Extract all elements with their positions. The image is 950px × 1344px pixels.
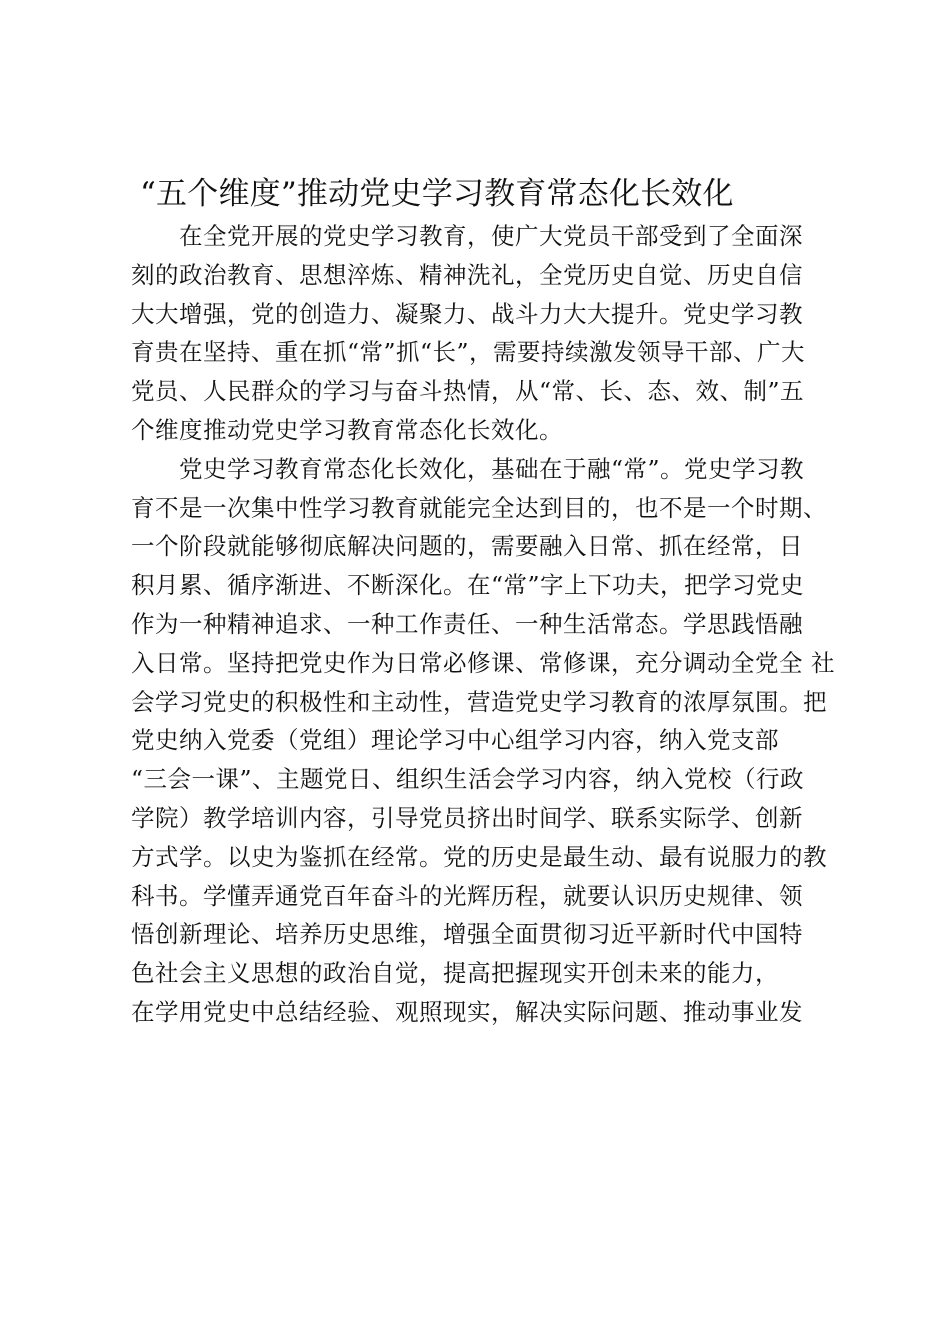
paragraph-line: 一个阶段就能够彻底解决问题的，需要融入日常、抓在经常，日 [131, 532, 803, 561]
paragraph-line: 会学习党史的积极性和主动性，营造党史学习教育的浓厚氛围。把 [131, 687, 827, 716]
paragraph-line: “三会一课”、主题党日、组织生活会学习内容，纳入党校（行政 [131, 765, 805, 794]
paragraph-line: 学院）教学培训内容，引导党员挤出时间学、联系实际学、创新 [131, 803, 803, 832]
paragraph-line: 党员、人民群众的学习与奋斗热情，从“常、长、态、效、制”五 [131, 377, 805, 406]
paragraph-1 [131, 217, 871, 450]
paragraph-line: 在全党开展的党史学习教育，使广大党员干部受到了全面深 [131, 222, 803, 250]
paragraph-line: 科书。学懂弄通党百年奋斗的光辉历程，就要认识历史规律、领 [131, 881, 803, 910]
paragraph-line: 党史学习教育常态化长效化，基础在于融“常”。党史学习教 [131, 454, 805, 483]
paragraph-line: 在学用党史中总结经验、观照现实，解决实际问题、推动事业发 [131, 997, 803, 1026]
paragraph-line: 作为一种精神追求、一种工作责任、一种生活常态。学思践悟融 [131, 609, 803, 638]
paragraph-line: 悟创新理论、培养历史思维，增强全面贯彻习近平新时代中国特 [131, 920, 803, 949]
paragraph-line: 入日常。坚持把党史作为日常必修课、常修课，充分调动全党全 社 [131, 648, 835, 677]
paragraph-2 [131, 450, 871, 1032]
paragraph-line: 党史纳入党委（党组）理论学习中心组学习内容，纳入党支部 [131, 726, 779, 755]
paragraph-line: 色社会主义思想的政治自觉，提高把握现实开创未来的能力， [131, 959, 779, 988]
paragraph-line: 育不是一次集中性学习教育就能完全达到目的，也不是一个时期、 [131, 493, 827, 522]
paragraph-line: 刻的政治教育、思想淬炼、精神洗礼，全党历史自觉、历史自信 [131, 260, 803, 289]
paragraph-line: 大大增强，党的创造力、凝聚力、战斗力大大提升。党史学习教 [131, 299, 803, 328]
paragraph-line: 积月累、循序渐进、不断深化。在“常”字上下功夫，把学习党史 [131, 571, 805, 600]
document-title: “五个维度”推动党史学习教育常态化长效化 [140, 176, 734, 212]
document-body [131, 217, 871, 1032]
paragraph-line: 方式学。以史为鉴抓在经常。党的历史是最生动、最有说服力的教 [131, 842, 827, 871]
paragraph-line: 个维度推动党史学习教育常态化长效化。 [131, 415, 563, 444]
paragraph-line: 育贵在坚持、重在抓“常”抓“长”，需要持续激发领导干部、广大 [131, 338, 806, 367]
